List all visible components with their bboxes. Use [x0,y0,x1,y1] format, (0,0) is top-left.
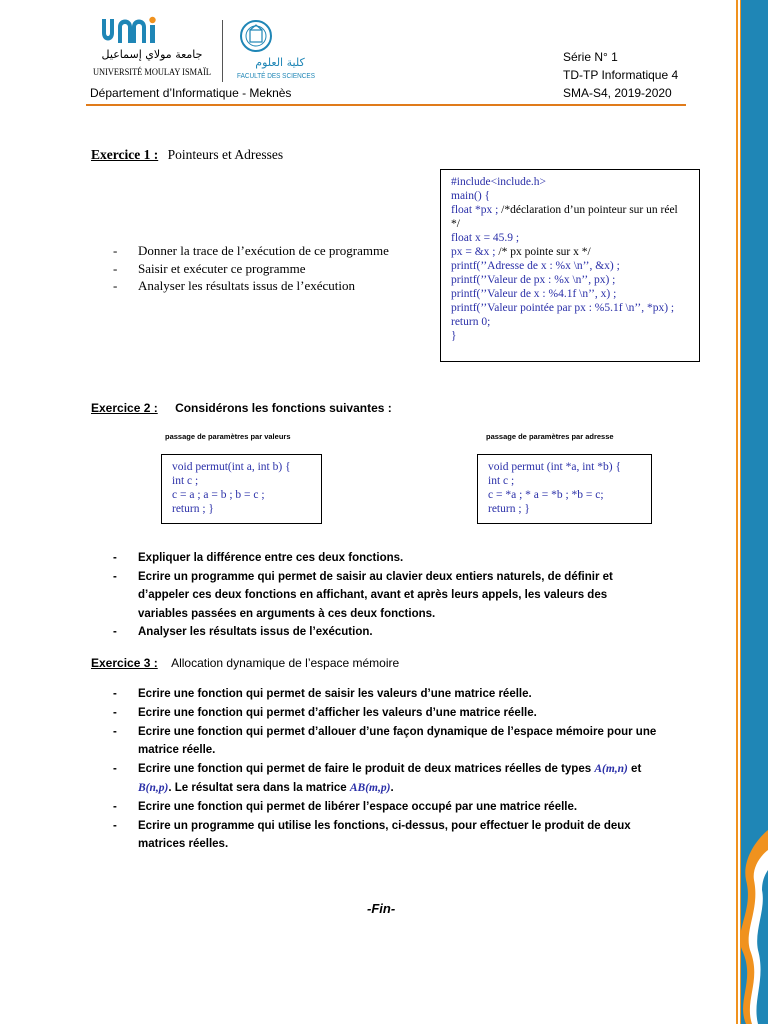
code-line: return ; } [488,503,530,515]
code-comment: /* px pointe sur x */ [498,246,591,258]
code-line: printf(’’Adresse de x : %x \n’’, &x) ; [451,260,620,272]
university-french-name: UNIVERSITÉ MOULAY ISMAÏL [93,68,227,78]
exercise-2-heading [91,401,392,415]
code-line: c = *a ; * a = *b ; *b = c; [488,489,604,501]
code-line: #include<include.h> [451,176,547,188]
exercise-2-title: Considérons les fonctions suivantes : [175,401,392,415]
exercise-1-heading [91,147,283,163]
faculty-arabic-name: كلية العلوم [255,56,305,69]
exercise-1-label: Exercice 1 : [91,147,159,162]
code-line: int c ; [172,475,199,487]
code-box-by-address [477,454,652,524]
list-item: - Ecrire un programme qui permet de saisir au clavier deux entiers naturels, de définir et d’appeler ces deux fonctions en affichant, avant et après leurs appels, les valeurs des variables passées en arguments à ces deux fonctions. [113,568,658,624]
list-item: - Ecrire une fonction qui permet de saisir les valeurs d’une matrice réelle. [113,685,658,704]
code-line: main() { [451,190,491,202]
code-line: printf(’’Valeur pointée par px : %5.1f \n’’, *px) ; [451,302,675,314]
code-line: printf(’’Valeur de x : %4.1f \n’’, x) ; [451,288,617,300]
list-item: - Ecrire une fonction qui permet d’afficher les valeurs d’une matrice réelle. [113,704,658,723]
code-line: void permut(int a, int b) { [172,461,291,473]
series-number: Série N° 1 [563,50,618,64]
umi-logo [92,15,227,81]
exercise-1-code-box [440,169,700,362]
list-item: - Expliquer la différence entre ces deux fonctions. [113,549,658,568]
course-name: TD-TP Informatique 4 [563,68,679,82]
text-segment: . [390,781,394,794]
list-item: - Saisir et exécuter ce programme [113,260,423,278]
text-segment: . Le résultat sera dans la matrice [168,781,350,794]
exercise-3-tasks [113,685,658,854]
exercise-2-tasks [113,549,658,642]
text-segment: et [627,763,642,776]
list-item: - Ecrire une fonction qui permet de libérer l’espace occupé par une matrice réelle. [113,798,658,817]
series-info [563,48,678,102]
code-line: float x = 45.9 ; [451,232,520,244]
exercise-3-title: Allocation dynamique de l’espace mémoire [171,656,400,670]
university-arabic-name: جامعة مولاي إسماعيل [101,48,203,61]
code-line: int c ; [488,475,515,487]
exercise-3-label: Exercice 3 : [91,656,158,670]
exercise-2-label: Exercice 2 : [91,401,158,415]
faculty-logo [236,18,318,82]
code-line [451,245,689,259]
exercise-1-title: Pointeurs et Adresses [167,147,284,162]
caption-by-address: passage de paramètres par adresse [486,432,614,441]
code-line: return 0; [451,316,491,328]
matrix-ab-type: AB(m,p) [349,781,391,794]
session-year: SMA-S4, 2019-2020 [563,86,672,100]
exercise-3-heading [91,656,399,670]
code-comment: /*déclaration d’un pointeur sur un réel */ [451,204,678,230]
caption-by-value: passage de paramètres par valeurs [165,432,291,441]
list-item: - Ecrire un programme qui utilise les fonctions, ci-dessus, pour effectuer le produit de deux matrices réelles. [113,817,658,855]
list-item [113,760,658,798]
code-line: void permut (int *a, int *b) { [488,461,621,473]
code-line: c = a ; a = b ; b = c ; [172,489,265,501]
code-line: return ; } [172,503,214,515]
end-marker: -Fin- [367,901,396,916]
code-text: px = &x ; [451,246,499,258]
matrix-b-type: B(n,p) [138,781,169,794]
code-text: float *px ; [451,204,502,216]
faculty-french-name: FACULTÉ DES SCIENCES [237,71,315,80]
logo-divider [222,20,223,82]
department-name: Département d’Informatique - Meknès [90,86,292,100]
exercise-1-tasks [113,242,423,295]
code-line: } [451,330,457,342]
code-line: printf(’’Valeur de px : %x \n’’, px) ; [451,274,616,286]
list-item: - Ecrire une fonction qui permet d’allouer d’une façon dynamique de l’espace mémoire pour une matrice réelle. [113,723,658,761]
matrix-a-type: A(m,n) [594,763,628,776]
list-item: - Donner la trace de l’exécution de ce programme [113,242,423,260]
list-item: - Analyser les résultats issus de l’exécution. [113,623,658,642]
code-line [451,203,689,231]
list-item: - Analyser les résultats issus de l’exécution [113,277,423,295]
side-band-ornament-icon [736,830,768,1024]
text-segment: Ecrire une fonction qui permet de faire le produit de deux matrices réelles de types [138,763,595,776]
code-box-by-value [161,454,322,524]
header-rule [86,104,686,106]
